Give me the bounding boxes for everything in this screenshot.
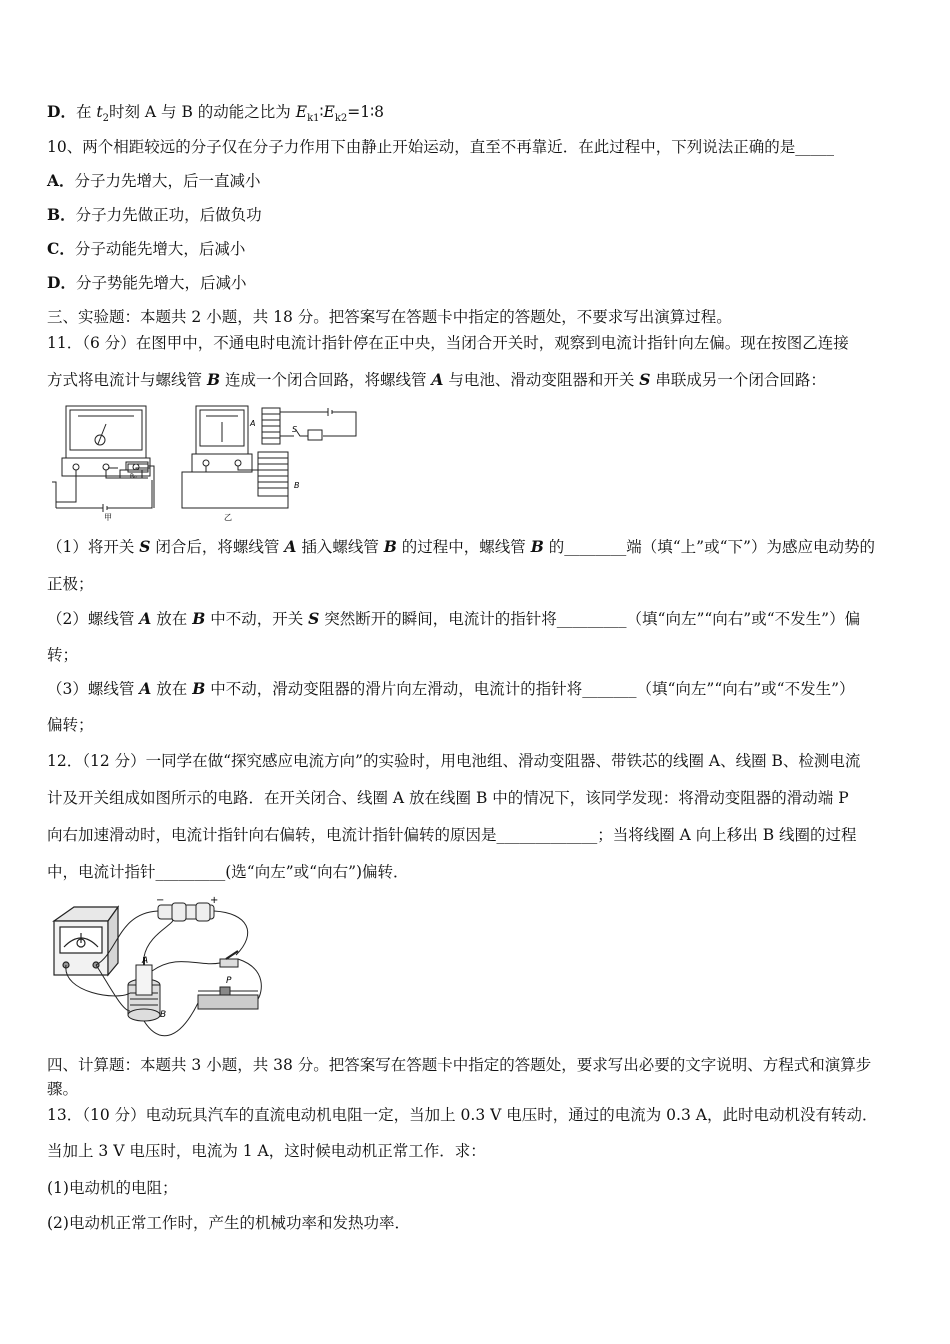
label-r0: R₀	[130, 473, 137, 480]
q10-option-d: D．分子势能先增大，后减小	[47, 273, 247, 292]
q10-option-b: B．分子力先做正功，后做负功	[47, 205, 262, 224]
label-yi: 乙	[224, 513, 232, 522]
q13-part2: (2)电动机正常工作时，产生的机械功率和发热功率．	[47, 1214, 410, 1232]
battery-plus: +	[210, 895, 219, 906]
q11-figure	[48, 400, 368, 525]
q12-figure	[48, 893, 273, 1043]
q13-line2: 当加上 3 V 电压时，电流为 1 A，这时候电动机正常工作．求：	[47, 1142, 486, 1160]
rheostat	[198, 987, 258, 1009]
switch	[220, 951, 238, 967]
resistor-r0	[108, 462, 154, 508]
q11-stem-line1: 11．（6 分）在图甲中，不通电时电流计指针停在正中央，当闭合开关时，观察到电流计指针向左偏。现在按图乙连接	[47, 334, 849, 352]
battery-box	[158, 903, 214, 921]
q11-part1-cont: 正极；	[47, 575, 94, 593]
label-a: A	[142, 956, 149, 966]
q10-option-c: C．分子动能先增大，后减小	[47, 239, 246, 258]
q11-part1: （1）将开关 S 闭合后，将螺线管 A 插入螺线管 B 的过程中，螺线管 B 的________端（填“上”或“下”）为感应电动势的	[47, 537, 875, 556]
label-s: S	[292, 425, 298, 434]
label-p: P	[226, 976, 232, 986]
q11-part3-cont: 偏转；	[47, 716, 94, 734]
q13-line1: 13．（10 分）电动玩具汽车的直流电动机电阻一定，当加上 0.3 V 电压时，通过的电流为 0.3 A，此时电动机没有转动．	[47, 1106, 878, 1124]
q11-part3: （3）螺线管 A 放在 B 中不动，滑动变阻器的滑片向左滑动，电流计的指针将_______（填“向左”“向右”或“不发生”）	[47, 679, 855, 698]
battery-minus: −	[156, 895, 165, 906]
coil-b	[258, 452, 288, 496]
q9-option-d: D．在 $t_2$时刻 A 与 B 的动能之比为 $E_{k1}∶E_{k2}=1∶8$	[47, 102, 385, 125]
coil-a-circuit	[262, 408, 356, 444]
label-b: B	[160, 1010, 167, 1020]
galvanometer	[54, 907, 118, 975]
q12-line4: 中，电流计指针_________(选“向左”或“向右”)偏转．	[47, 863, 409, 881]
q10-stem: 10、两个相距较远的分子仅在分子力作用下由静止开始运动，直至不再靠近．在此过程中，下列说法正确的是_____	[47, 138, 834, 156]
section4-title-line1: 四、计算题：本题共 3 小题，共 38 分。把答案写在答题卡中指定的答题处，要求写出必要的文字说明、方程式和演算步	[47, 1056, 872, 1074]
q11-stem-line2: 方式将电流计与螺线管 B 连成一个闭合回路，将螺线管 A 与电池、滑动变阻器和开关 S 串联成另一个闭合回路：	[47, 370, 826, 389]
label-a: A	[250, 419, 256, 428]
q12-line2: 计及开关组成如图所示的电路．在开关闭合、线圈 A 放在线圈 B 中的情况下，该同学发现：将滑动变阻器的滑动端 P	[47, 789, 849, 807]
galvanometer-jia	[52, 406, 152, 512]
q12-line1: 12．（12 分）一同学在做“探究感应电流方向”的实验时，用电池组、滑动变阻器、带铁芯的线圈 A、线圈 B、检测电流	[47, 752, 861, 770]
label-jia: 甲	[104, 513, 112, 522]
section4-title-line2: 骤。	[47, 1080, 79, 1098]
label-b: B	[294, 481, 300, 490]
galvanometer-yi	[182, 406, 288, 508]
q10-option-a: A．分子力先增大，后一直减小	[47, 171, 261, 190]
section3-title: 三、实验题：本题共 2 小题，共 18 分。把答案写在答题卡中指定的答题处，不要求写出演算过程。	[47, 308, 732, 326]
q13-part1: (1)电动机的电阻；	[47, 1179, 178, 1197]
q12-line3: 向右加速滑动时，电流计指针向右偏转，电流计指针偏转的原因是_____________；当将线圈 A 向上移出 B 线圈的过程	[47, 826, 857, 844]
q11-part2: （2）螺线管 A 放在 B 中不动，开关 S 突然断开的瞬间，电流计的指针将_________（填“向左”“向右”或“不发生”）偏	[47, 609, 861, 628]
q11-part2-cont: 转；	[47, 646, 79, 664]
